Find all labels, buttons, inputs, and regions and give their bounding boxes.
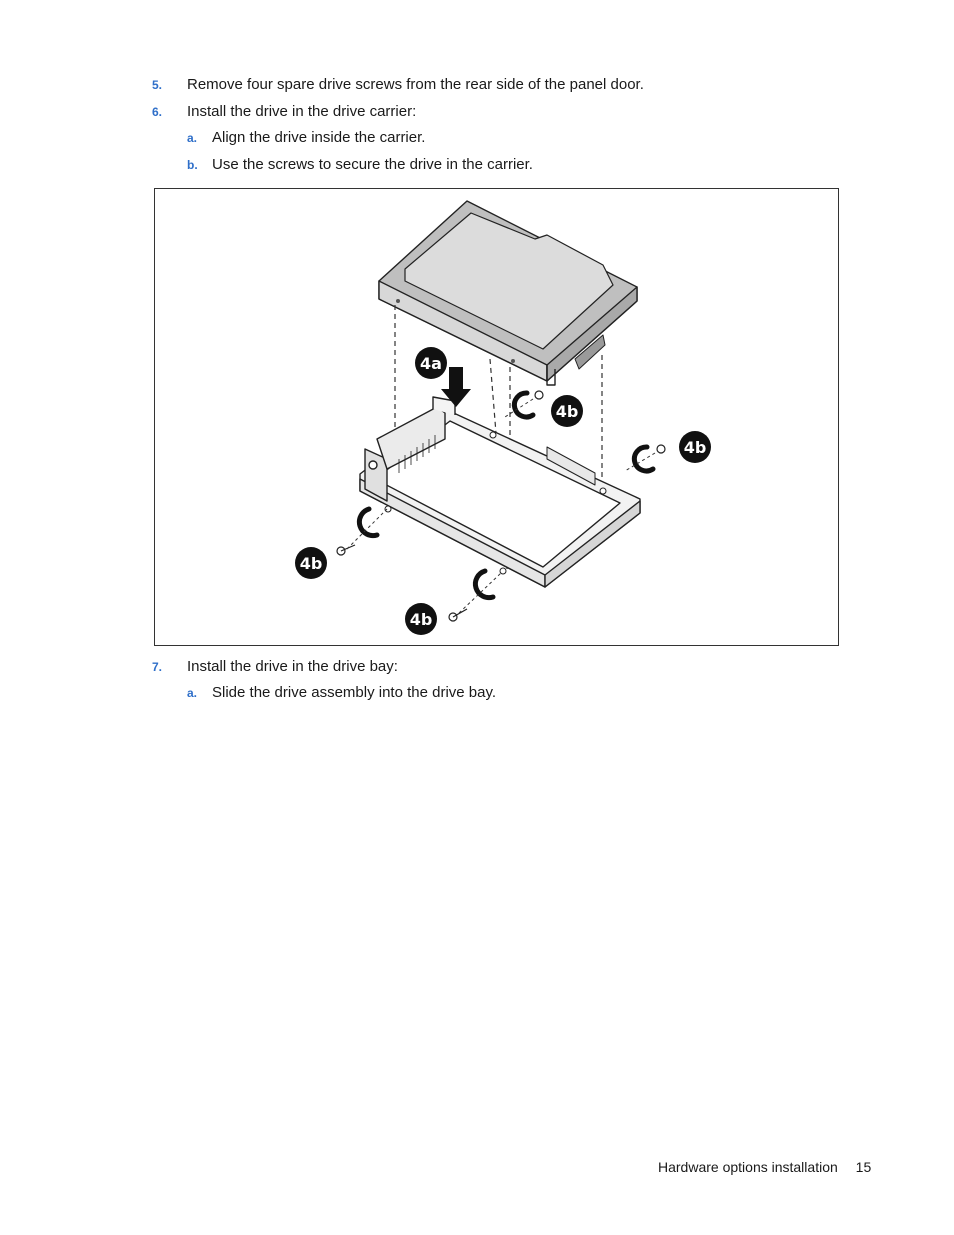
- callout-4b: [679, 431, 711, 463]
- svg-text:4b: 4b: [683, 438, 707, 457]
- callout-4b: [405, 603, 437, 635]
- step-number: 7.: [152, 660, 163, 674]
- step-text: Install the drive in the drive bay:: [187, 658, 398, 675]
- drive-carrier-image: [360, 397, 640, 587]
- step-text: Slide the drive assembly into the drive bay.: [212, 684, 497, 701]
- substep-letter: a.: [187, 686, 198, 700]
- svg-text:4b: 4b: [409, 610, 433, 629]
- substep-letter: a.: [187, 131, 198, 145]
- callout-4b: [295, 547, 327, 579]
- svg-text:4a: 4a: [420, 354, 442, 373]
- step-text: Align the drive inside the carrier.: [212, 129, 426, 146]
- callout-4a: [415, 347, 447, 379]
- drive-carrier-illustration: [154, 188, 839, 646]
- step-number: 6.: [152, 105, 163, 119]
- page-number: 15: [855, 1159, 872, 1175]
- step-text: Install the drive in the drive carrier:: [187, 103, 417, 120]
- substep-letter: b.: [187, 158, 198, 172]
- step-number: 5.: [152, 78, 163, 92]
- page-footer: [658, 1159, 871, 1175]
- step-text: Use the screws to secure the drive in the carrier.: [212, 156, 533, 173]
- svg-text:4b: 4b: [555, 402, 579, 421]
- callout-4b: [551, 395, 583, 427]
- svg-text:4b: 4b: [299, 554, 323, 573]
- step-text: Remove four spare drive screws from the rear side of the panel door.: [187, 76, 644, 93]
- footer-section-title: Hardware options installation: [658, 1159, 838, 1175]
